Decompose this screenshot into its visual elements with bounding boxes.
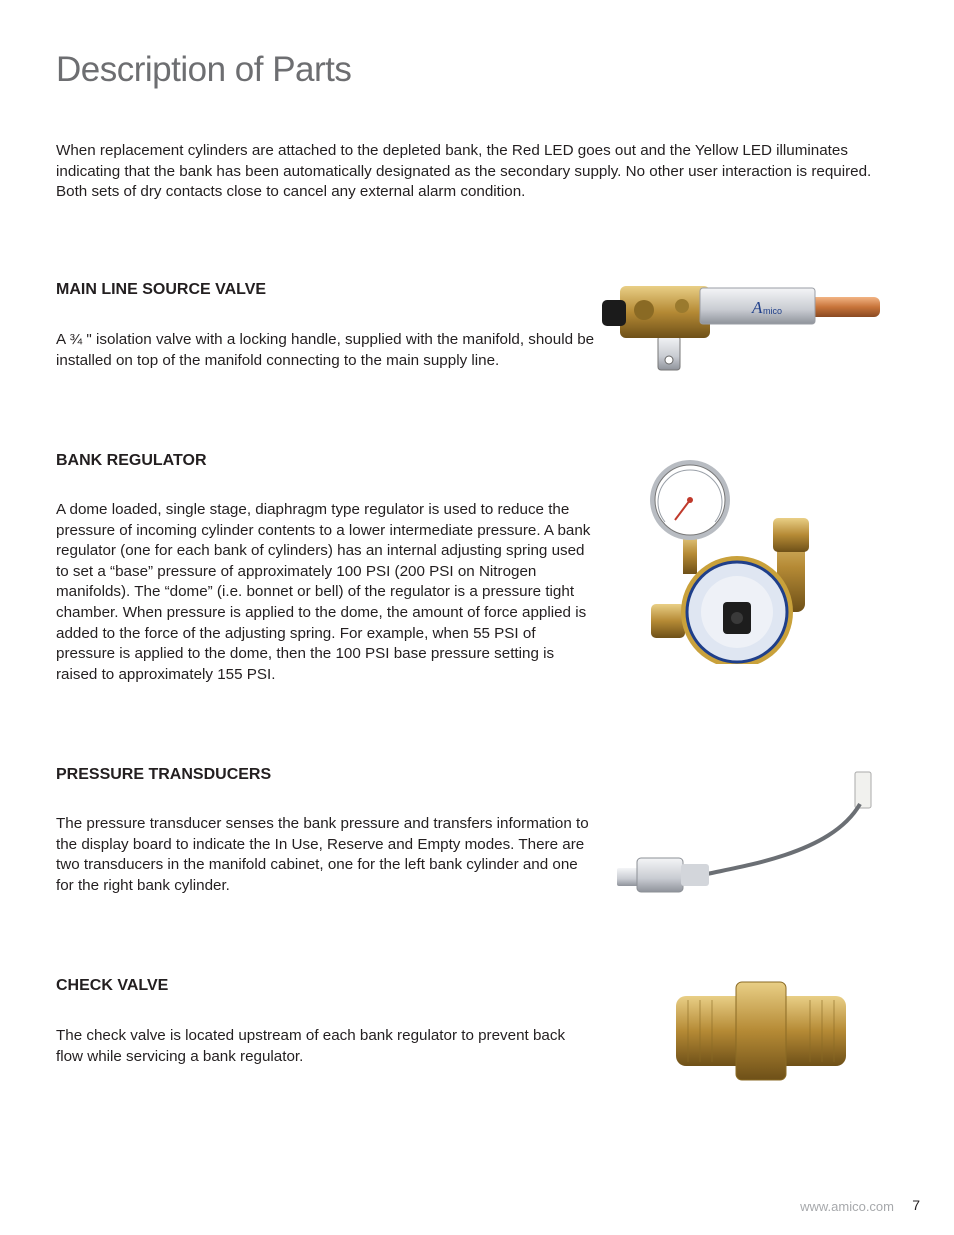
body-pressure-transducers: The pressure transducer senses the bank pressure and transfers information to the display board to indicate the In Use, Reserve and Empty modes. There are two transducers in the manifold cabinet, one for the left bank cylinder and one for the right bank cylinder. [56, 815, 589, 894]
heading-bank-regulator: BANK REGULATOR [56, 452, 207, 469]
amico-logo-mark: A [752, 298, 763, 317]
body-main-line-source-valve: A ¾ " isolation valve with a locking handle, supplied with the manifold, should be installed on top of the manifold connecting to the main supply line. [56, 331, 595, 369]
heading-main-line-source-valve: MAIN LINE SOURCE VALVE [56, 281, 267, 298]
main-line-source-valve-photo [600, 280, 885, 375]
amico-logo-text: mico [763, 306, 783, 316]
bank-regulator-photo [645, 452, 830, 664]
body-bank-regulator: A dome loaded, single stage, diaphragm type regulator is used to reduce the pressure of incoming cylinder contents to a lower intermediate pressure. A bank regulator (one for each bank of cylinders) has an internal adjusting spring used to set a “base” pressure of approximately 100 PSI (200 PSI on Nitrogen manifolds). The “dome” (i.e. bonnet or bell) of the regulator is a pressure tight chamber. When pressure is applied to the dome, the amount of force applied is added to the force of the adjusting spring. For example, when 55 PSI of pressure is applied to the dome, then the 100 PSI base pressure setting is raised to approximately 155 PSI. [56, 501, 591, 683]
heading-pressure-transducers: PRESSURE TRANSDUCERS [56, 766, 272, 783]
body-check-valve: The check valve is located upstream of each bank regulator to prevent back flow while servicing a bank regulator. [56, 1027, 566, 1065]
page-number: 7 [912, 1197, 920, 1213]
pressure-transducer-photo [615, 770, 875, 898]
footer-url[interactable]: www.amico.com [800, 1199, 894, 1214]
check-valve-photo [670, 978, 850, 1084]
page-title: Description of Parts [56, 50, 352, 89]
heading-check-valve: CHECK VALVE [56, 977, 169, 994]
intro-paragraph: When replacement cylinders are attached to the depleted bank, the Red LED goes out and the Yellow LED illuminates indicating that the bank has been automatically designated as the secondary supply. No other user interaction is required. Both sets of dry contacts close to cancel any external alarm condition. [56, 142, 872, 201]
